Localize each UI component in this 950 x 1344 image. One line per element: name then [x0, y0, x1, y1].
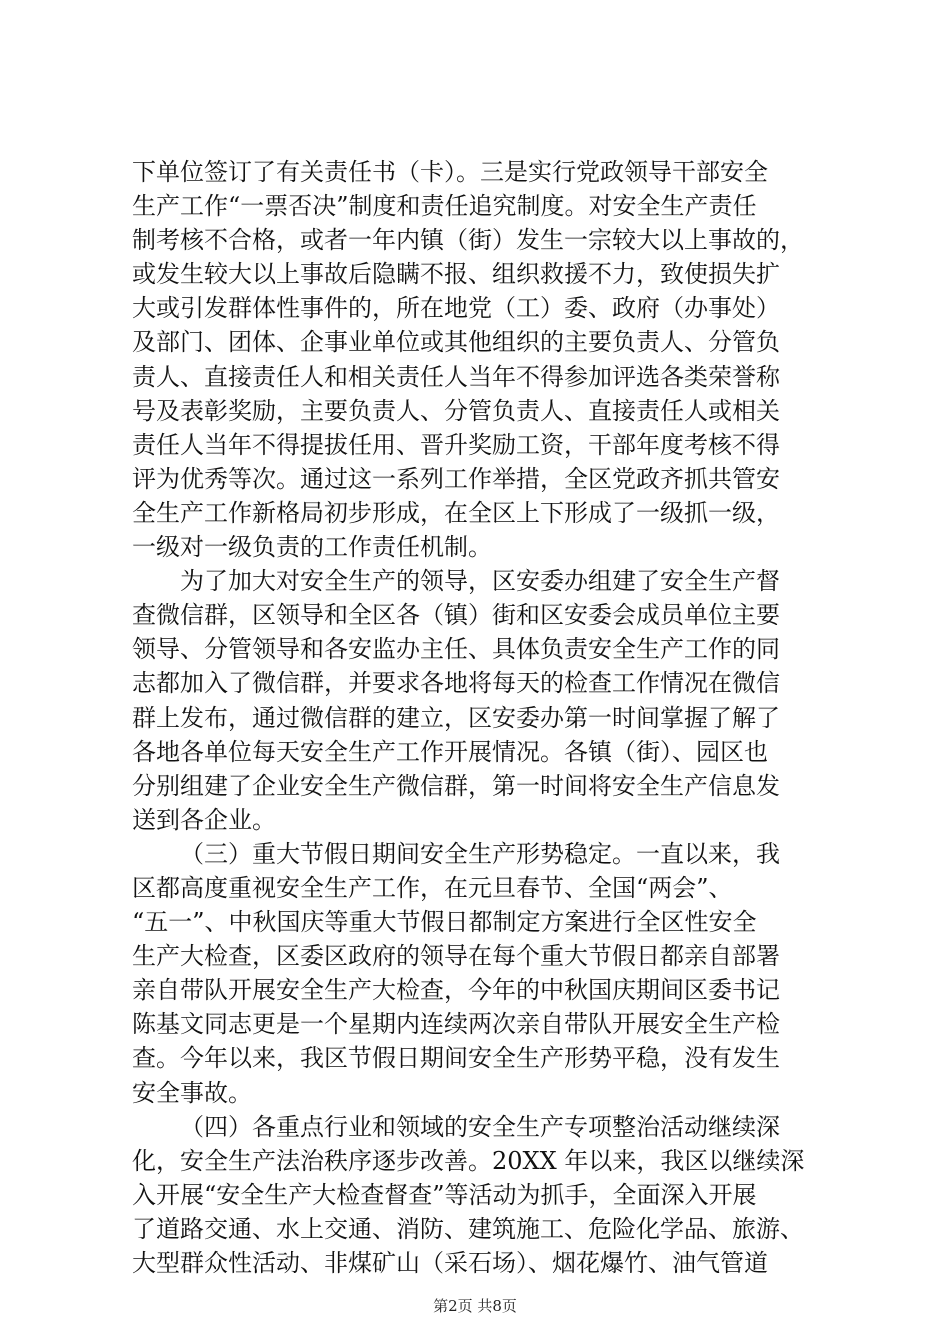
text-line: 化，安全生产法治秩序逐步改善。20XX 年以来，我区以继续深	[132, 1146, 805, 1175]
text-line: 责人、直接责任人和相关责任人当年不得参加评选各类荣誉称	[132, 362, 780, 391]
text-line: 生产大检查，区委区政府的领导在每个重大节假日都亲自部署	[132, 942, 780, 971]
text-line: 一级对一级负责的工作责任机制。	[132, 533, 492, 562]
text-line: 入开展“安全生产大检查督查”等活动为抓手，全面深入开展	[132, 1180, 757, 1209]
text-line: 分别组建了企业安全生产微信群，第一时间将安全生产信息发	[132, 771, 780, 800]
text-line: 号及表彰奖励，主要负责人、分管负责人、直接责任人或相关	[132, 396, 780, 425]
paragraph	[132, 1110, 832, 1280]
paragraph	[132, 837, 832, 1110]
text-line: 或发生较大以上事故后隐瞒不报、组织救援不力，致使损失扩	[132, 260, 780, 289]
text-line: 送到各企业。	[132, 805, 276, 834]
text-line: 为了加大对安全生产的领导，区安委办组建了安全生产督	[180, 567, 780, 596]
text-line: 大型群众性活动、非煤矿山（采石场）、烟花爆竹、油气管道	[132, 1249, 768, 1277]
text-line: 责任人当年不得提拔任用、晋升奖励工资，干部年度考核不得	[132, 430, 780, 459]
text-line: 下单位签订了有关责任书（卡）。三是实行党政领导干部安全	[132, 158, 768, 186]
text-line: 全生产工作新格局初步形成，在全区上下形成了一级抓一级，	[132, 498, 780, 527]
text-line: 群上发布，通过微信群的建立，区安委办第一时间掌握了解了	[132, 703, 780, 732]
text-line: 领导、分管领导和各安监办主任、具体负责安全生产工作的同	[132, 635, 780, 664]
text-line: 各地各单位每天安全生产工作开展情况。各镇（街）、园区也	[132, 737, 768, 766]
text-line: （三）重大节假日期间安全生产形势稳定。一直以来，我	[180, 839, 780, 868]
paragraph	[132, 564, 832, 837]
text-line: 查微信群，区领导和全区各（镇）街和区安委会成员单位主要	[132, 601, 780, 630]
text-line: 志都加入了微信群，并要求各地将每天的检查工作情况在微信	[132, 669, 780, 698]
text-line: 安全事故。	[132, 1078, 252, 1107]
text-line: 及部门、团体、企事业单位或其他组织的主要负责人、分管负	[132, 328, 780, 357]
document-body	[132, 155, 832, 1280]
text-line: 亲自带队开展安全生产大检查，今年的中秋国庆期间区委书记	[132, 976, 780, 1005]
text-line: “五一”、中秋国庆等重大节假日都制定方案进行全区性安全	[132, 908, 757, 937]
text-line: 评为优秀等次。通过这一系列工作举措，全区党政齐抓共管安	[132, 464, 780, 493]
text-line: （四）各重点行业和领域的安全生产专项整治活动继续深	[180, 1112, 780, 1141]
text-line: 陈基文同志更是一个星期内连续两次亲自带队开展安全生产检	[132, 1010, 780, 1039]
page-number: 第2页 共8页	[433, 1297, 517, 1315]
text-line: 查。今年以来，我区节假日期间安全生产形势平稳，没有发生	[132, 1044, 780, 1073]
text-line: 了道路交通、水上交通、消防、建筑施工、危险化学品、旅游、	[132, 1214, 804, 1243]
text-line: 大或引发群体性事件的，所在地党（工）委、政府（办事处）	[132, 294, 780, 323]
text-line: 区都高度重视安全生产工作，在元旦春节、全国“两会”、	[132, 873, 733, 902]
text-line: 制考核不合格，或者一年内镇（街）发生一宗较大以上事故的，	[132, 226, 804, 255]
text-line: 生产工作“一票否决”制度和责任追究制度。对安全生产责任	[132, 192, 757, 221]
paragraph	[132, 155, 832, 564]
